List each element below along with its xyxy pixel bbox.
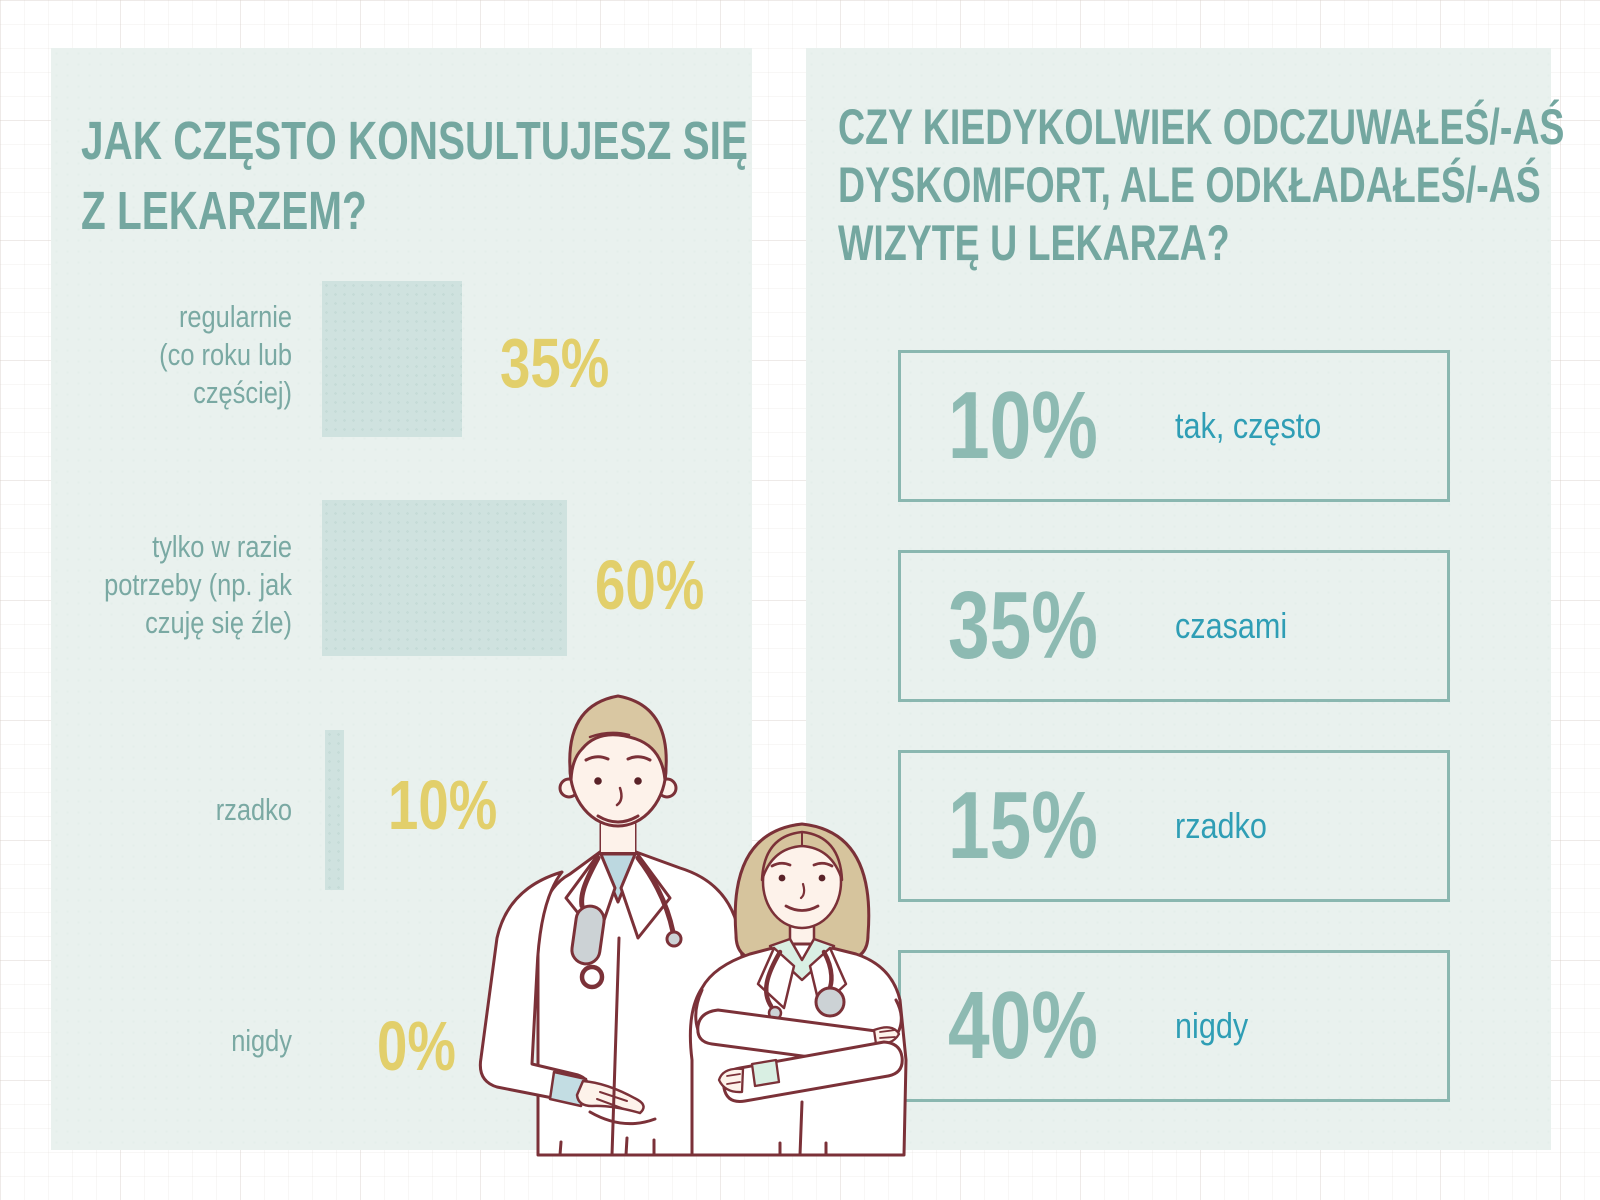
bar-value-tylko-w-razie: 60% — [595, 546, 705, 624]
bar-label-line: regularnie — [178, 299, 292, 334]
bar-label-tylko-w-razie — [94, 528, 292, 642]
bar-label-rzadko — [94, 791, 292, 829]
answer-box-tak-czesto — [898, 350, 1450, 502]
answer-value: 40% — [948, 972, 1098, 1079]
bar-regularnie — [322, 281, 462, 437]
bar-rzadko — [325, 730, 344, 890]
right-title-line-2: DYSKOMFORT, ALE ODKŁADAŁEŚ/-AŚ — [838, 157, 1541, 213]
female-doctor-illustration — [690, 824, 906, 1155]
bar-value-regularnie: 35% — [500, 324, 610, 402]
bar-label-line: tylko w razie — [152, 529, 292, 564]
bar-label-line: rzadko — [215, 792, 292, 827]
left-title-line-2: Z LEKARZEM? — [81, 181, 367, 241]
bar-label-line: czuję się źle) — [145, 605, 292, 640]
right-chart-panel — [806, 48, 1565, 1150]
bar-label-regularnie — [94, 298, 292, 412]
right-chart-title — [838, 98, 1564, 272]
right-title-line-1: CZY KIEDYKOLWIEK ODCZUWAŁEŚ/-AŚ — [838, 99, 1565, 155]
right-title-line-3: WIZYTĘ U LEKARZA? — [838, 215, 1230, 271]
answer-box-nigdy — [898, 950, 1450, 1102]
bar-value-rzadko: 10% — [388, 766, 498, 844]
bar-label-line: częściej) — [193, 375, 292, 410]
answer-value: 35% — [948, 572, 1098, 679]
bar-label-line: (co roku lub — [159, 337, 292, 372]
bar-label-nigdy — [94, 1022, 292, 1060]
answer-value: 10% — [948, 372, 1098, 479]
answer-label: czasami — [1175, 605, 1288, 646]
bar-tylko-w-razie — [322, 500, 567, 656]
left-chart-title — [81, 106, 748, 246]
answer-label: nigdy — [1175, 1005, 1249, 1046]
answer-label: tak, często — [1175, 405, 1322, 446]
answer-label: rzadko — [1175, 805, 1267, 846]
answer-value: 15% — [948, 772, 1098, 879]
bar-label-line: nigdy — [231, 1023, 292, 1058]
bar-label-line: potrzeby (np. jak — [104, 567, 292, 602]
doctors-illustration — [440, 640, 910, 1160]
left-title-line-1: JAK CZĘSTO KONSULTUJESZ SIĘ — [81, 111, 748, 171]
answer-box-czasami — [898, 550, 1450, 702]
answer-box-rzadko — [898, 750, 1450, 902]
bar-value-nigdy: 0% — [377, 1007, 456, 1085]
